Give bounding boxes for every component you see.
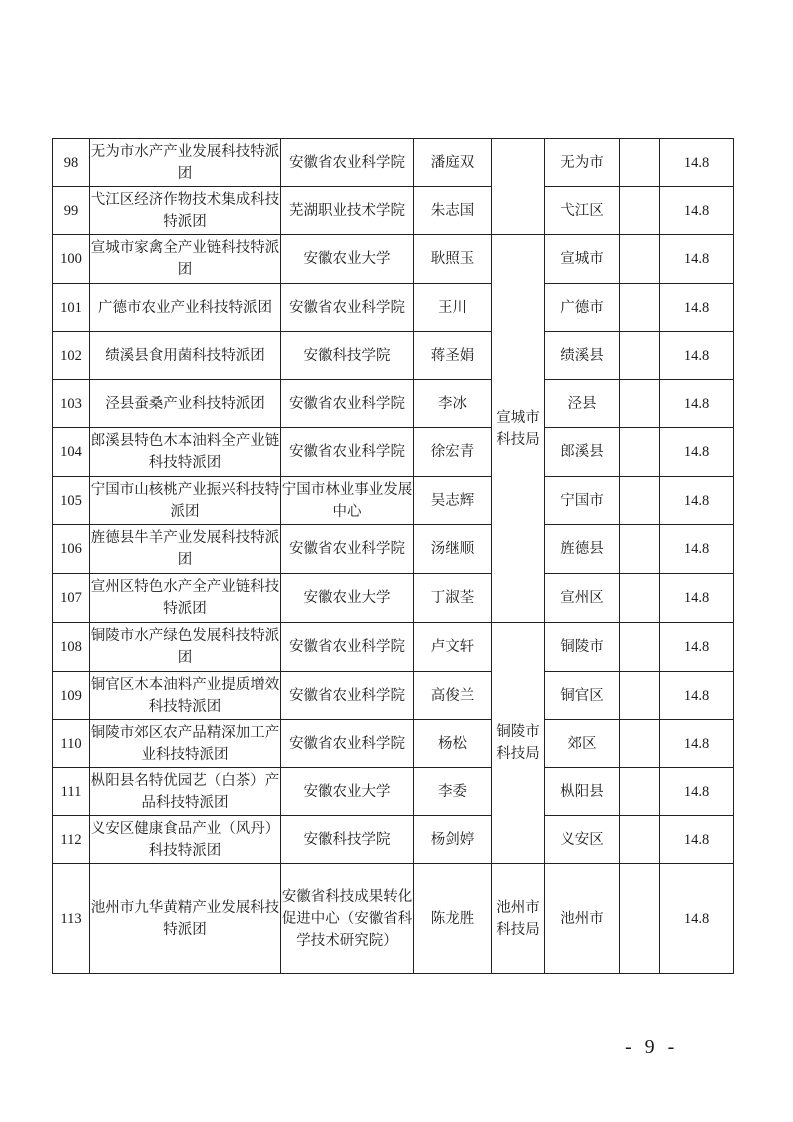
team-leader: 徐宏青 [414, 428, 492, 477]
blank-cell [620, 332, 660, 380]
lead-organization: 安徽省农业科学院 [281, 380, 414, 428]
blank-cell [620, 284, 660, 332]
lead-organization: 安徽农业大学 [281, 235, 414, 284]
table-row [53, 235, 734, 284]
project-table [52, 138, 734, 974]
lead-organization: 安徽省农业科学院 [281, 284, 414, 332]
lead-organization: 安徽科技学院 [281, 816, 414, 864]
amount: 14.8 [660, 139, 734, 187]
table-row [53, 816, 734, 864]
row-number: 102 [53, 332, 90, 380]
amount: 14.8 [660, 380, 734, 428]
row-number: 104 [53, 428, 90, 477]
blank-cell [620, 525, 660, 574]
table-row [53, 139, 734, 187]
row-number: 98 [53, 139, 90, 187]
amount: 14.8 [660, 428, 734, 477]
team-leader: 杨剑婷 [414, 816, 492, 864]
table-row [53, 477, 734, 525]
row-number: 106 [53, 525, 90, 574]
table-row [53, 720, 734, 768]
lead-organization: 安徽农业大学 [281, 768, 414, 816]
lead-organization: 安徽省农业科学院 [281, 623, 414, 672]
team-leader: 丁淑荃 [414, 574, 492, 623]
team-name: 铜官区木本油料产业提质增效科技特派团 [90, 672, 281, 720]
blank-cell [620, 720, 660, 768]
row-number: 111 [53, 768, 90, 816]
team-leader: 潘庭双 [414, 139, 492, 187]
team-leader: 卢文轩 [414, 623, 492, 672]
blank-cell [620, 816, 660, 864]
table-row [53, 574, 734, 623]
team-leader: 李委 [414, 768, 492, 816]
blank-cell [620, 477, 660, 525]
table-row [53, 768, 734, 816]
lead-organization: 宁国市林业事业发展中心 [281, 477, 414, 525]
amount: 14.8 [660, 816, 734, 864]
team-name: 宣城市家禽全产业链科技特派团 [90, 235, 281, 284]
county: 郎溪县 [545, 428, 620, 477]
amount: 14.8 [660, 332, 734, 380]
amount: 14.8 [660, 525, 734, 574]
row-number: 109 [53, 672, 90, 720]
team-leader: 李冰 [414, 380, 492, 428]
team-leader: 蒋圣娟 [414, 332, 492, 380]
amount: 14.8 [660, 623, 734, 672]
lead-organization: 安徽省农业科学院 [281, 139, 414, 187]
team-name: 铜陵市郊区农产品精深加工产业科技特派团 [90, 720, 281, 768]
lead-organization: 安徽省农业科学院 [281, 720, 414, 768]
lead-organization: 安徽省科技成果转化促进中心（安徽省科学技术研究院） [281, 864, 414, 974]
team-name: 郎溪县特色木本油料全产业链科技特派团 [90, 428, 281, 477]
row-number: 108 [53, 623, 90, 672]
blank-cell [620, 672, 660, 720]
team-name: 旌德县牛羊产业发展科技特派团 [90, 525, 281, 574]
amount: 14.8 [660, 284, 734, 332]
blank-cell [620, 380, 660, 428]
county: 郊区 [545, 720, 620, 768]
table-row [53, 672, 734, 720]
table-row [53, 428, 734, 477]
row-number: 113 [53, 864, 90, 974]
team-name: 铜陵市水产绿色发展科技特派团 [90, 623, 281, 672]
table-row [53, 864, 734, 974]
lead-organization: 安徽农业大学 [281, 574, 414, 623]
county: 旌德县 [545, 525, 620, 574]
county: 铜官区 [545, 672, 620, 720]
agency-tongling: 铜陵市科技局 [492, 623, 545, 864]
row-number: 110 [53, 720, 90, 768]
page-number: - 9 - [625, 1036, 679, 1058]
team-leader: 杨松 [414, 720, 492, 768]
amount: 14.8 [660, 187, 734, 235]
team-name: 宣州区特色水产全产业链科技特派团 [90, 574, 281, 623]
row-number: 105 [53, 477, 90, 525]
amount: 14.8 [660, 574, 734, 623]
lead-organization: 芜湖职业技术学院 [281, 187, 414, 235]
blank-cell [620, 139, 660, 187]
blank-cell [620, 768, 660, 816]
amount: 14.8 [660, 768, 734, 816]
team-name: 宁国市山核桃产业振兴科技特派团 [90, 477, 281, 525]
team-leader: 王川 [414, 284, 492, 332]
table-row [53, 284, 734, 332]
county: 宣州区 [545, 574, 620, 623]
county: 泾县 [545, 380, 620, 428]
row-number: 112 [53, 816, 90, 864]
lead-organization: 安徽省农业科学院 [281, 428, 414, 477]
agency-cell [492, 139, 545, 235]
team-leader: 陈龙胜 [414, 864, 492, 974]
county: 宁国市 [545, 477, 620, 525]
team-name: 泾县蚕桑产业科技特派团 [90, 380, 281, 428]
blank-cell [620, 428, 660, 477]
row-number: 107 [53, 574, 90, 623]
team-name: 义安区健康食品产业（风丹）科技特派团 [90, 816, 281, 864]
county: 无为市 [545, 139, 620, 187]
team-name: 弋江区经济作物技术集成科技特派团 [90, 187, 281, 235]
amount: 14.8 [660, 864, 734, 974]
agency-chizhou: 池州市科技局 [492, 864, 545, 974]
team-name: 绩溪县食用菌科技特派团 [90, 332, 281, 380]
agency-xuancheng: 宣城市科技局 [492, 235, 545, 623]
lead-organization: 安徽省农业科学院 [281, 672, 414, 720]
amount: 14.8 [660, 672, 734, 720]
blank-cell [620, 187, 660, 235]
county: 铜陵市 [545, 623, 620, 672]
county: 广德市 [545, 284, 620, 332]
county: 绩溪县 [545, 332, 620, 380]
team-name: 广德市农业产业科技特派团 [90, 284, 281, 332]
blank-cell [620, 864, 660, 974]
county: 枞阳县 [545, 768, 620, 816]
table-row [53, 525, 734, 574]
table-row [53, 380, 734, 428]
county: 义安区 [545, 816, 620, 864]
team-leader: 吴志辉 [414, 477, 492, 525]
blank-cell [620, 235, 660, 284]
row-number: 101 [53, 284, 90, 332]
table-row [53, 187, 734, 235]
team-name: 枞阳县名特优园艺（白茶）产品科技特派团 [90, 768, 281, 816]
blank-cell [620, 623, 660, 672]
lead-organization: 安徽科技学院 [281, 332, 414, 380]
team-name: 无为市水产产业发展科技特派团 [90, 139, 281, 187]
team-name: 池州市九华黄精产业发展科技特派团 [90, 864, 281, 974]
team-leader: 朱志国 [414, 187, 492, 235]
table-row [53, 332, 734, 380]
blank-cell [620, 574, 660, 623]
amount: 14.8 [660, 477, 734, 525]
row-number: 100 [53, 235, 90, 284]
county: 宣城市 [545, 235, 620, 284]
county: 弋江区 [545, 187, 620, 235]
lead-organization: 安徽省农业科学院 [281, 525, 414, 574]
team-leader: 耿照玉 [414, 235, 492, 284]
amount: 14.8 [660, 720, 734, 768]
row-number: 103 [53, 380, 90, 428]
table-row [53, 623, 734, 672]
team-leader: 高俊兰 [414, 672, 492, 720]
team-leader: 汤继顺 [414, 525, 492, 574]
row-number: 99 [53, 187, 90, 235]
amount: 14.8 [660, 235, 734, 284]
county: 池州市 [545, 864, 620, 974]
